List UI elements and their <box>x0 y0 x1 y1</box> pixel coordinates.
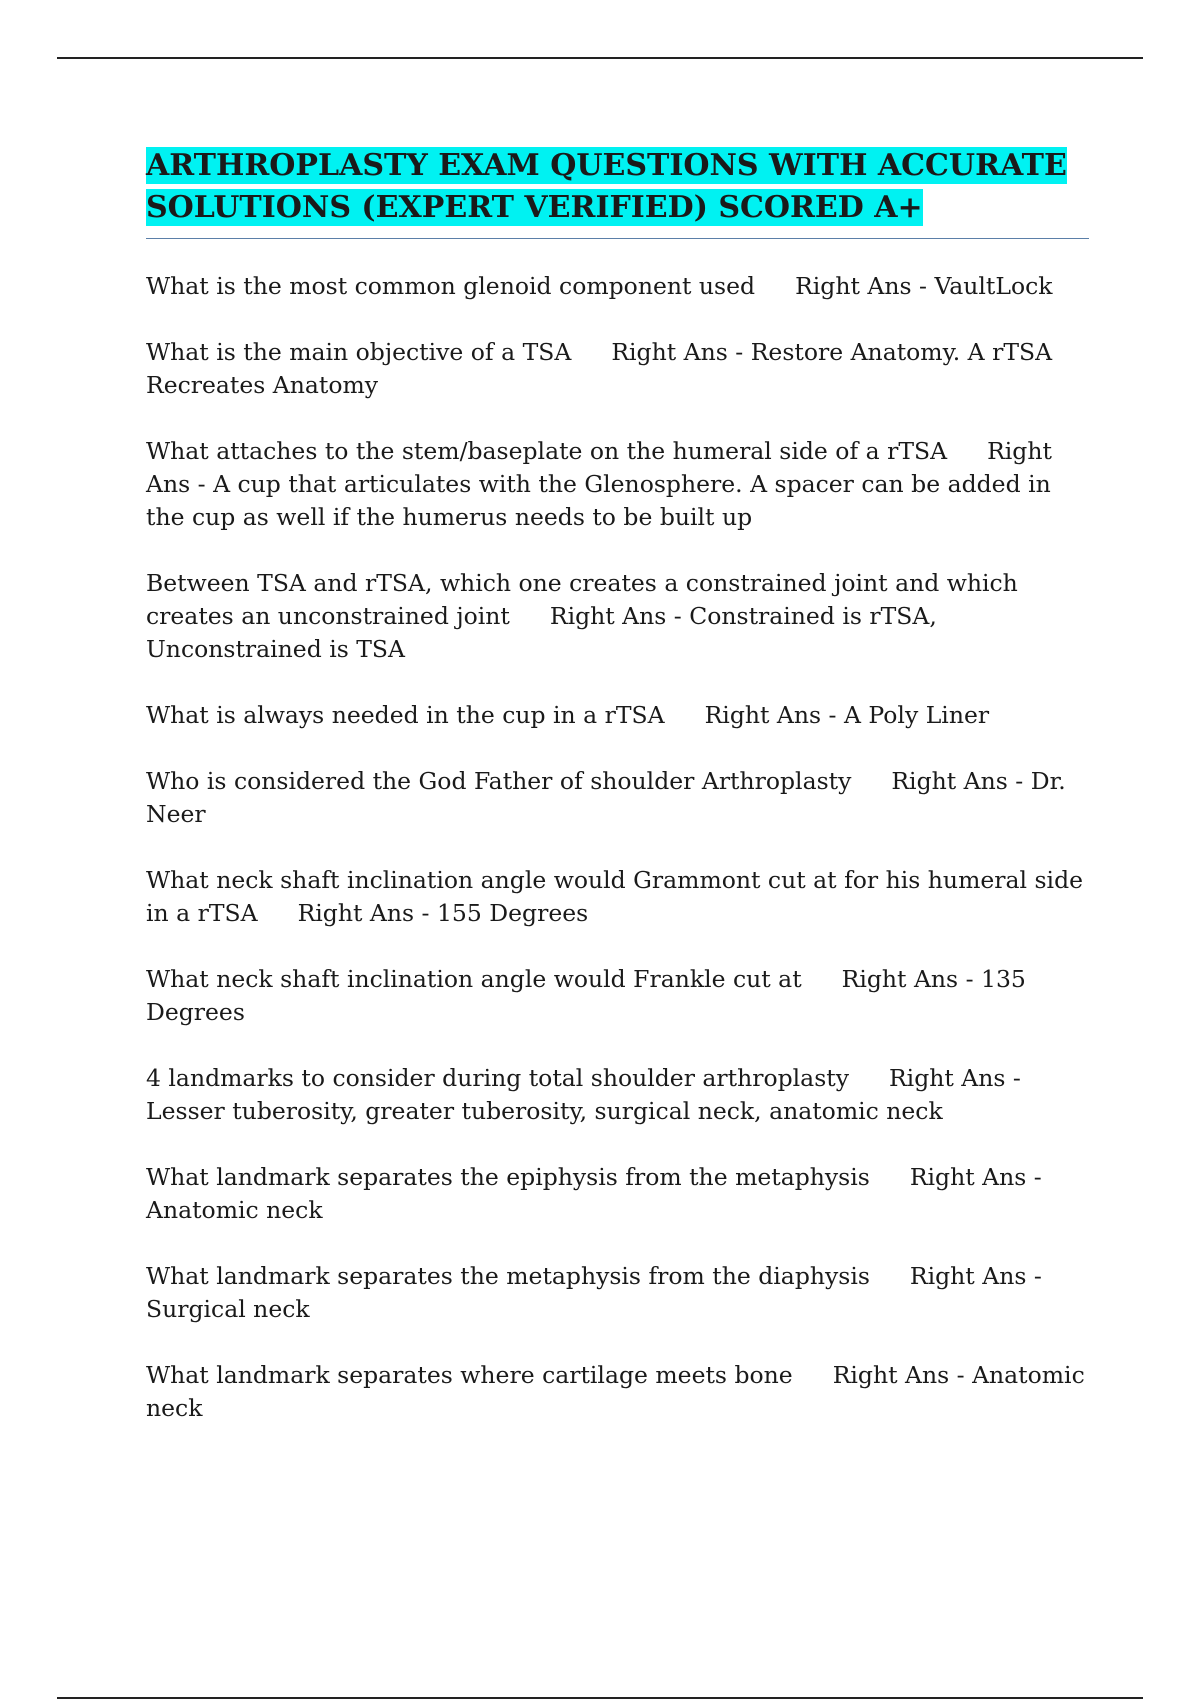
answer-text: Anatomic neck <box>146 1196 323 1224</box>
answer-prefix: Right Ans - <box>909 1262 1042 1290</box>
answer-text: Constrained is rTSA, Unconstrained is TSA <box>146 602 937 663</box>
question-text: What is the most common glenoid component used <box>146 272 756 300</box>
qa-item <box>146 1260 1096 1326</box>
question-text: 4 landmarks to consider during total shoulder arthroplasty <box>146 1064 849 1092</box>
document-title <box>146 145 1089 229</box>
qa-item <box>146 699 1096 732</box>
answer-prefix: Right Ans - <box>704 701 837 729</box>
qa-item <box>146 765 1096 831</box>
question-text: Who is considered the God Father of shoulder Arthroplasty <box>146 767 852 795</box>
qa-item <box>146 1161 1096 1227</box>
answer-text: Surgical neck <box>146 1295 310 1323</box>
answer-text: Anatomic neck <box>146 1361 1085 1422</box>
answer-text: A Poly Liner <box>843 701 990 729</box>
qa-item <box>146 435 1096 534</box>
question-text: What landmark separates where cartilage meets bone <box>146 1361 793 1389</box>
page-bottom-rule <box>57 1697 1143 1699</box>
answer-prefix: Right Ans - <box>297 899 430 927</box>
answer-prefix: Right Ans - <box>611 338 744 366</box>
answer-prefix: Right Ans - <box>549 602 682 630</box>
question-text: What is the main objective of a TSA <box>146 338 572 366</box>
answer-text: 155 Degrees <box>436 899 589 927</box>
qa-item <box>146 336 1096 402</box>
answer-text: Restore Anatomy. A rTSA Recreates Anatomy <box>146 338 1053 399</box>
answer-text: Lesser tuberosity, greater tuberosity, surgical neck, anatomic neck <box>146 1097 943 1125</box>
answer-prefix: Right Ans - <box>832 1361 965 1389</box>
document-title-text: ARTHROPLASTY EXAM QUESTIONS WITH ACCURATE SOLUTIONS (EXPERT VERIFIED) SCORED A+ <box>146 148 1067 225</box>
question-text: What neck shaft inclination angle would Frankle cut at <box>146 965 802 993</box>
question-text: What is always needed in the cup in a rTSA <box>146 701 665 729</box>
question-text: What landmark separates the metaphysis from the diaphysis <box>146 1262 870 1290</box>
qa-item <box>146 1359 1096 1425</box>
qa-item <box>146 567 1096 666</box>
answer-prefix: Right Ans - <box>909 1163 1042 1191</box>
qa-item <box>146 1062 1096 1128</box>
qa-item <box>146 270 1096 303</box>
answer-text: 135 Degrees <box>146 965 1026 1026</box>
answer-text: A cup that articulates with the Glenosphere. A spacer can be added in the cup as well if the humerus needs to be built up <box>146 470 1051 531</box>
title-underline <box>146 238 1089 239</box>
question-text: Between TSA and rTSA, which one creates a constrained joint and which creates an unconstrained joint <box>146 569 1018 630</box>
qa-item <box>146 963 1096 1029</box>
answer-prefix: Right Ans - <box>888 1064 1021 1092</box>
qa-item <box>146 864 1096 930</box>
answer-prefix: Right Ans - <box>146 437 1052 498</box>
question-text: What neck shaft inclination angle would Grammont cut at for his humeral side in a rTSA <box>146 866 1084 927</box>
question-text: What attaches to the stem/baseplate on the humeral side of a rTSA <box>146 437 948 465</box>
question-text: What landmark separates the epiphysis from the metaphysis <box>146 1163 870 1191</box>
title-block <box>146 145 1089 229</box>
answer-text: VaultLock <box>934 272 1053 300</box>
answer-prefix: Right Ans - <box>891 767 1024 795</box>
qa-list <box>146 270 1096 1458</box>
page-top-rule <box>57 57 1143 59</box>
answer-prefix: Right Ans - <box>795 272 927 300</box>
answer-prefix: Right Ans - <box>841 965 974 993</box>
answer-text: Dr. Neer <box>146 767 1066 828</box>
